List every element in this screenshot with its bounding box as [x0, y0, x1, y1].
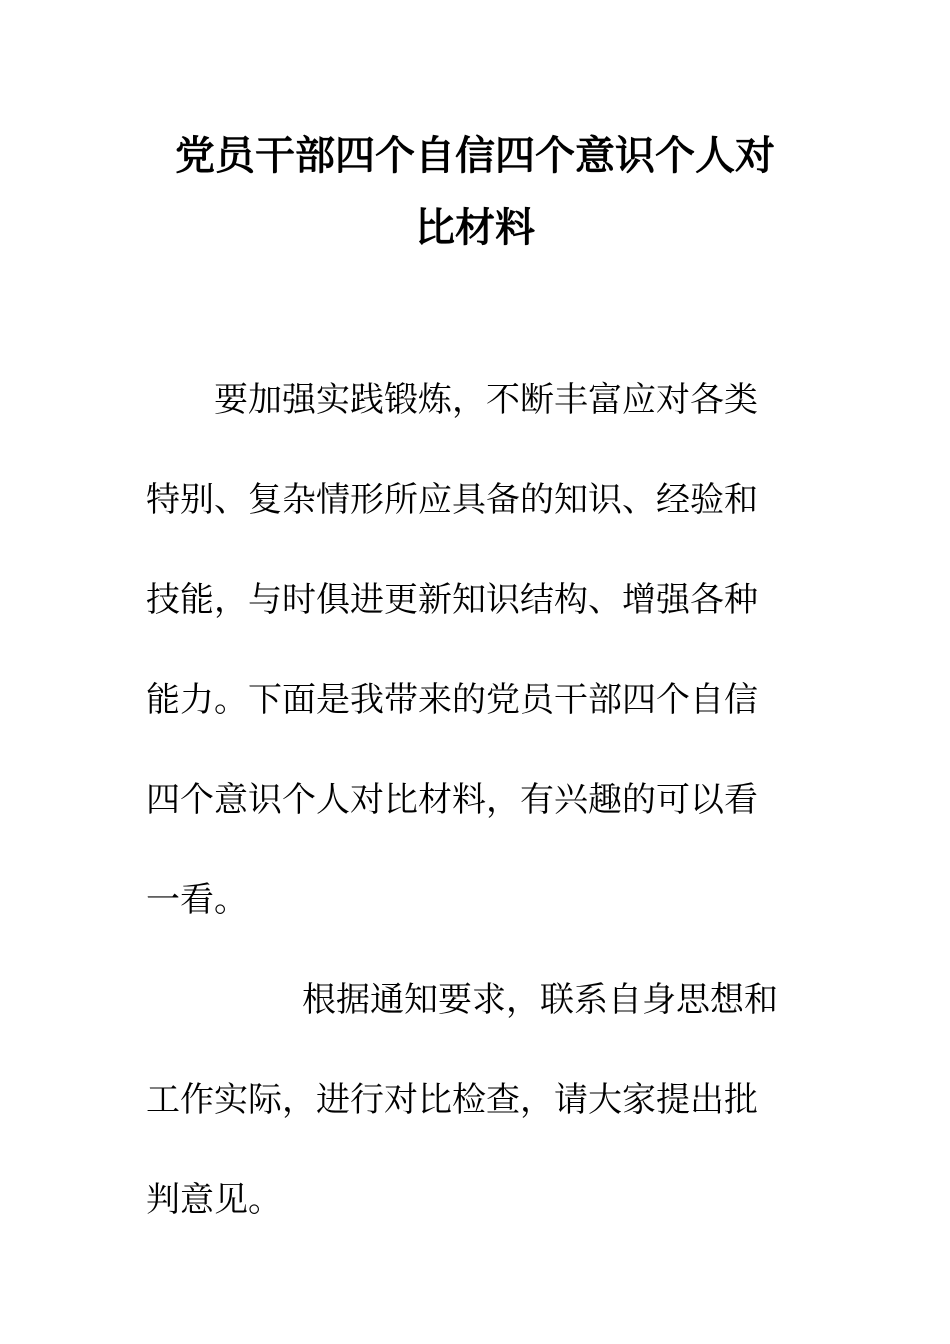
- paragraph-2-line-2: 工作实际，进行对比检查，请大家提出批: [146, 1080, 758, 1120]
- paragraph-1-line-2: 特别、复杂情形所应具备的知识、经验和: [146, 480, 758, 520]
- document-title-line-2: 比材料: [415, 204, 535, 251]
- document-title-line-1: 党员干部四个自信四个意识个人对: [175, 132, 775, 179]
- paragraph-1-line-1: 要加强实践锻炼，不断丰富应对各类: [214, 380, 758, 420]
- paragraph-1-line-5: 四个意识个人对比材料，有兴趣的可以看: [146, 780, 758, 820]
- paragraph-2-line-1: 根据通知要求，联系自身思想和: [302, 980, 778, 1020]
- paragraph-1-line-3: 技能，与时俱进更新知识结构、增强各种: [146, 580, 758, 620]
- paragraph-2-line-3: 判意见。: [146, 1180, 282, 1220]
- paragraph-1-line-4: 能力。下面是我带来的党员干部四个自信: [146, 680, 758, 720]
- paragraph-1-line-6: 一看。: [146, 880, 248, 920]
